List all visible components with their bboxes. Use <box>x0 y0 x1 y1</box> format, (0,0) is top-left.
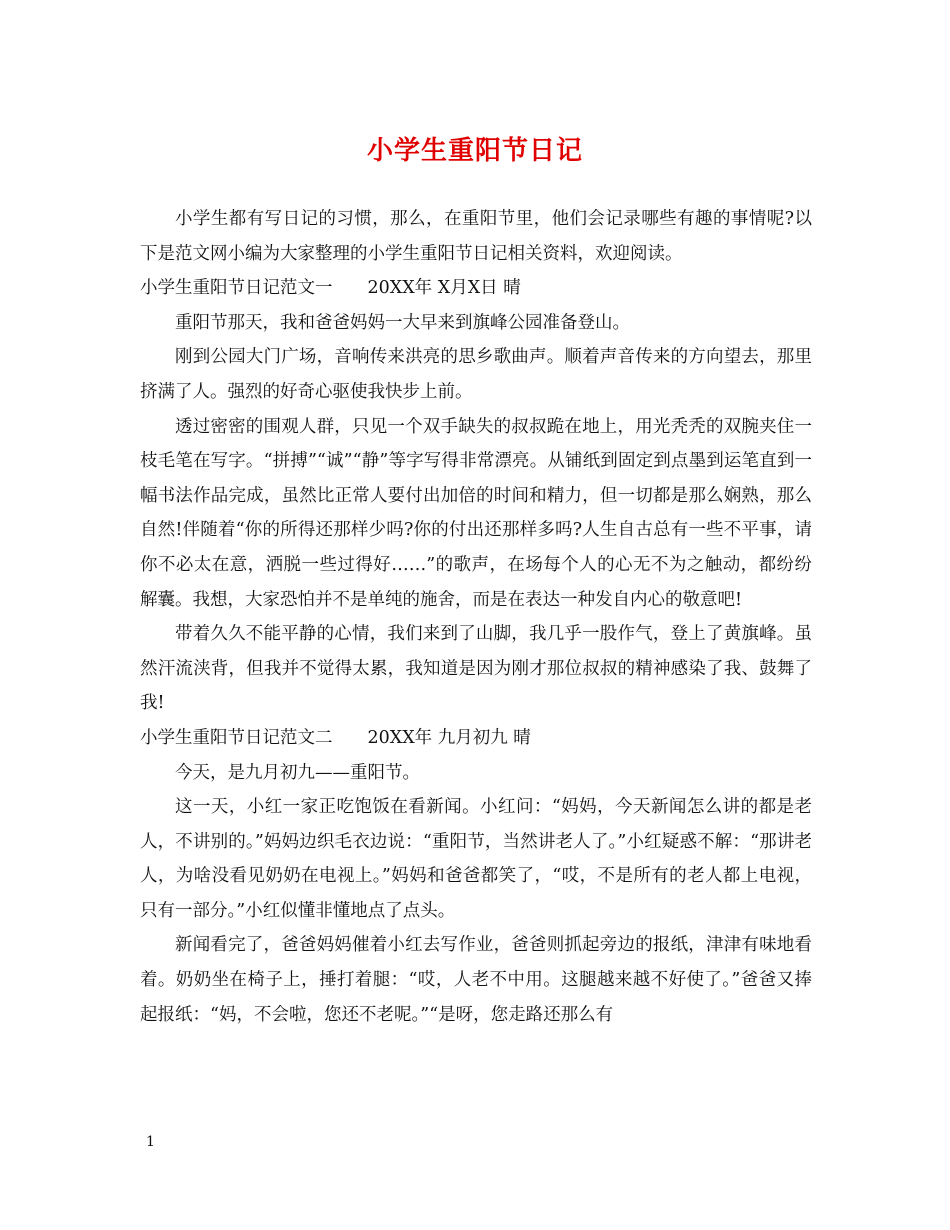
paragraph: 今天，是九月初九——重阳节。 <box>175 762 420 783</box>
section-heading: 小学生重阳节日记范文一 20XX年 X月X日 晴 <box>140 278 521 299</box>
paragraph: 带着久久不能平静的心情，我们来到了山脚，我几乎一股作气，登上了黄旗峰。虽然汗流浃背，但我并不觉得太累，我知道是因为刚才那位叔叔的精神感染了我、鼓舞了我! <box>140 624 812 714</box>
paragraph: 重阳节那天，我和爸爸妈妈一大早来到旗峰公园准备登山。 <box>175 312 630 333</box>
paragraph: 刚到公园大门广场，音响传来洪亮的思乡歌曲声。顺着声音传来的方向望去，那里挤满了人。强烈的好奇心驱使我快步上前。 <box>140 347 812 402</box>
section-heading: 小学生重阳节日记范文二 20XX年 九月初九 晴 <box>140 727 531 748</box>
page-number: 1 <box>146 1134 155 1150</box>
paragraph: 透过密密的围观人群，只见一个双手缺失的叔叔跪在地上，用光秃秃的双腕夹住一枝毛笔在写字。“拼搏”“诚”“静”等字写得非常漂亮。从铺纸到固定到点墨到运笔直到一幅书法作品完成，虽然比正常人要付出加倍的时间和精力，但一切都是那么娴熟，那么自然!伴随着“你的所得还那样少吗?你的付出还那样多吗?人生自古总有一些不平事，请你不必太在意，洒脱一些过得好……”的歌声，在场每个人的心无不为之触动，都纷纷解囊。我想，大家恐怕并不是单纯的施舍，而是在表达一种发自内心的敬意吧! <box>140 416 812 610</box>
paragraph: 这一天，小红一家正吃饱饭在看新闻。小红问：“妈妈，今天新闻怎么讲的都是老人，不讲别的。”妈妈边织毛衣边说：“重阳节，当然讲老人了。”小红疑惑不解：“那讲老人，为啥没看见奶奶在电视上。”妈妈和爸爸都笑了，“哎，不是所有的老人都上电视，只有一部分。”小红似懂非懂地点了点头。 <box>140 797 812 921</box>
paragraph: 小学生都有写日记的习惯，那么，在重阳节里，他们会记录哪些有趣的事情呢?以下是范文网小编为大家整理的小学生重阳节日记相关资料，欢迎阅读。 <box>140 209 812 264</box>
document-body <box>140 202 812 1032</box>
document-title: 小学生重阳节日记 <box>366 136 583 166</box>
paragraph: 新闻看完了，爸爸妈妈催着小红去写作业，爸爸则抓起旁边的报纸，津津有味地看着。奶奶坐在椅子上，捶打着腿：“哎，人老不中用。这腿越来越不好使了。”爸爸又捧起报纸：“妈，不会啦，您还不老呢。”“是呀，您走路还那么有 <box>140 935 812 1025</box>
